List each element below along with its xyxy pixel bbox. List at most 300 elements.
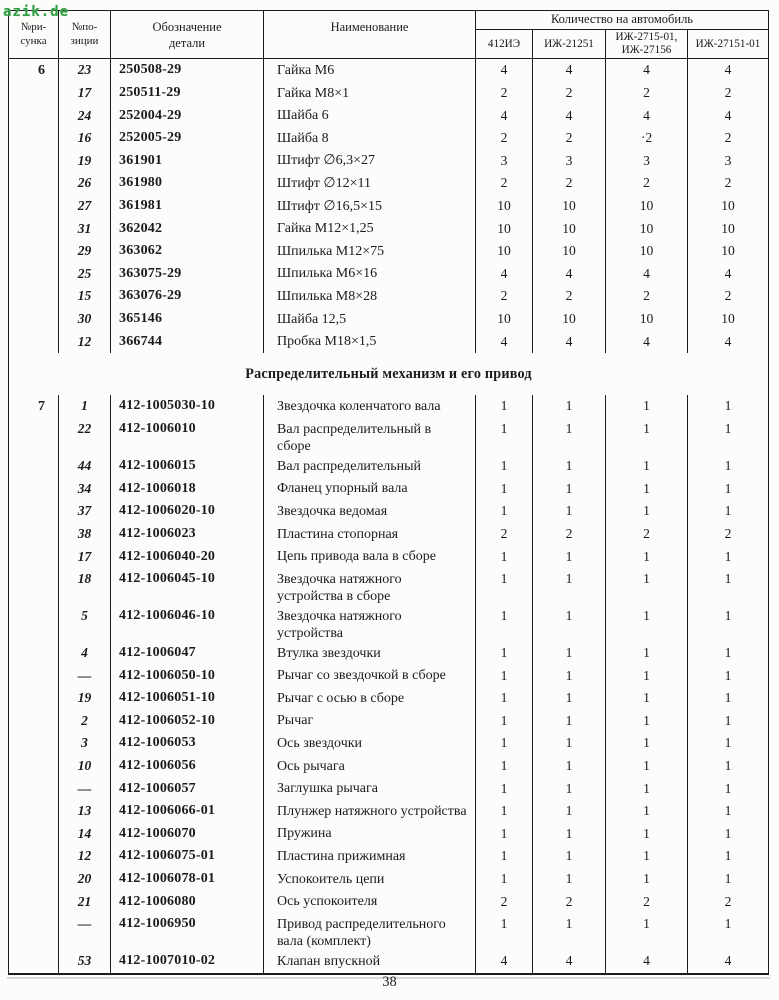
part-number-cell: 412-1006015 xyxy=(111,455,264,478)
fig-number-cell xyxy=(9,285,59,308)
qty-cell: 1 xyxy=(724,690,732,706)
part-name-cell: Рычаг со звездочкой в сборе xyxy=(264,665,476,688)
qty-cell: 2 xyxy=(724,525,732,541)
part-name-cell: Вал распределительный в сборе xyxy=(264,418,476,455)
qty-cell: 2 xyxy=(724,288,732,304)
part-name-cell: Цепь привода вала в сборе xyxy=(264,546,476,569)
qty-cell: 3 xyxy=(533,150,606,173)
part-name-cell: Шайба 6 xyxy=(264,105,476,128)
qty-cell: 2 xyxy=(606,82,688,105)
position-cell: 13 xyxy=(59,800,111,823)
table-row xyxy=(9,913,768,950)
table-row xyxy=(9,127,768,150)
part-name-cell: Пластина прижимная xyxy=(264,845,476,868)
part-number-cell: 412-1006045-10 xyxy=(111,568,264,605)
header-qty-group xyxy=(476,11,768,58)
fig-number-cell xyxy=(9,523,59,546)
part-name-cell: Звездочка натяжного устройства xyxy=(264,605,476,642)
fig-number-cell xyxy=(9,823,59,846)
qty-cell: 1 xyxy=(724,458,732,474)
qty-cell: 4 xyxy=(724,265,732,281)
table-row xyxy=(9,82,768,105)
part-number-cell: 412-1006050-10 xyxy=(111,665,264,688)
table-row xyxy=(9,500,768,523)
fig-number-cell xyxy=(9,500,59,523)
position-cell: 10 xyxy=(59,755,111,778)
section-title: Распределительный механизм и его привод xyxy=(245,365,532,382)
header-part-designation: Обозначение детали xyxy=(111,11,264,58)
qty-cell: 2 xyxy=(476,172,533,195)
header-qty-subcolumns xyxy=(476,30,768,58)
qty-cell: 4 xyxy=(606,263,688,286)
qty-cell: 1 xyxy=(724,421,732,437)
qty-cell: 1 xyxy=(533,913,606,950)
part-name-cell: Шайба 12,5 xyxy=(264,308,476,331)
qty-cell: 1 xyxy=(476,395,533,418)
position-cell: 16 xyxy=(59,127,111,150)
header-fig-number: №ри- сунка xyxy=(9,11,59,58)
qty-cell: 1 xyxy=(476,665,533,688)
header-pos-number: №по- зиции xyxy=(59,11,111,58)
part-name-cell: Втулка звездочки xyxy=(264,642,476,665)
position-cell: — xyxy=(59,778,111,801)
part-name-cell: Гайка М8×1 xyxy=(264,82,476,105)
qty-cell: 10 xyxy=(606,195,688,218)
qty-cell: 1 xyxy=(606,418,688,455)
qty-cell: 10 xyxy=(476,240,533,263)
fig-number-cell xyxy=(9,195,59,218)
position-cell: 44 xyxy=(59,455,111,478)
part-name-cell: Ось звездочки xyxy=(264,732,476,755)
part-number-cell: 412-1006057 xyxy=(111,778,264,801)
table-row xyxy=(9,150,768,173)
qty-cell: 10 xyxy=(721,243,735,259)
qty-cell: 1 xyxy=(606,687,688,710)
qty-cell: 4 xyxy=(724,107,732,123)
table-row xyxy=(9,710,768,733)
qty-cell: 10 xyxy=(721,220,735,236)
qty-cell: 1 xyxy=(606,500,688,523)
qty-cell: 4 xyxy=(533,59,606,82)
qty-cell: 10 xyxy=(721,197,735,213)
fig-number-cell xyxy=(9,950,59,973)
part-number-cell: 412-1006056 xyxy=(111,755,264,778)
qty-cell: 10 xyxy=(721,310,735,326)
qty-cell: 4 xyxy=(476,105,533,128)
qty-cell: 1 xyxy=(533,845,606,868)
qty-cell: 1 xyxy=(533,755,606,778)
qty-cell: 1 xyxy=(476,500,533,523)
part-name-cell: Шпилька М6×16 xyxy=(264,263,476,286)
part-name-cell: Шпилька М8×28 xyxy=(264,285,476,308)
qty-cell: 1 xyxy=(533,546,606,569)
part-name-cell: Звездочка ведомая xyxy=(264,500,476,523)
table-row xyxy=(9,195,768,218)
part-number-cell: 412-1007010-02 xyxy=(111,950,264,973)
table-row xyxy=(9,59,768,82)
position-cell: 20 xyxy=(59,868,111,891)
qty-cell: 1 xyxy=(606,710,688,733)
table-row xyxy=(9,568,768,605)
qty-cell: 1 xyxy=(476,800,533,823)
qty-cell: 1 xyxy=(724,548,732,564)
table-row xyxy=(9,845,768,868)
position-cell: 5 xyxy=(59,605,111,642)
qty-cell: 1 xyxy=(724,916,732,932)
part-number-cell: 412-1006051-10 xyxy=(111,687,264,710)
part-name-cell: Ось рычага xyxy=(264,755,476,778)
part-name-cell: Вал распределительный xyxy=(264,455,476,478)
table-row xyxy=(9,642,768,665)
position-cell: 17 xyxy=(59,546,111,569)
qty-cell: 1 xyxy=(606,868,688,891)
position-cell: 53 xyxy=(59,950,111,973)
qty-cell: 1 xyxy=(724,871,732,887)
header-part-name: Наименование xyxy=(264,11,476,58)
qty-cell: 10 xyxy=(476,195,533,218)
part-number-cell: 363062 xyxy=(111,240,264,263)
qty-cell: 1 xyxy=(606,800,688,823)
qty-cell: 1 xyxy=(533,687,606,710)
part-name-cell: Успокоитель цепи xyxy=(264,868,476,891)
qty-cell: 2 xyxy=(606,523,688,546)
table-row xyxy=(9,523,768,546)
header-qty-group-label: Количество на автомобиль xyxy=(476,11,768,30)
qty-cell: 2 xyxy=(476,891,533,914)
qty-cell: 2 xyxy=(476,523,533,546)
qty-cell: ·2 xyxy=(606,127,688,150)
position-cell: 23 xyxy=(59,59,111,82)
fig-number-cell xyxy=(9,105,59,128)
part-name-cell: Рычаг xyxy=(264,710,476,733)
fig-number-cell xyxy=(9,845,59,868)
qty-cell: 2 xyxy=(476,82,533,105)
fig-number-cell xyxy=(9,605,59,642)
part-name-cell: Заглушка рычага xyxy=(264,778,476,801)
qty-cell: 1 xyxy=(476,455,533,478)
qty-cell: 1 xyxy=(476,687,533,710)
header-qty-col-2: ИЖ-2715-01, ИЖ-27156 xyxy=(606,30,688,58)
qty-cell: 4 xyxy=(533,263,606,286)
qty-cell: 1 xyxy=(533,823,606,846)
qty-cell: 2 xyxy=(476,285,533,308)
part-name-cell: Шайба 8 xyxy=(264,127,476,150)
table-row xyxy=(9,687,768,710)
qty-cell: 1 xyxy=(476,868,533,891)
part-number-cell: 412-1006052-10 xyxy=(111,710,264,733)
position-cell: 26 xyxy=(59,172,111,195)
part-number-cell: 412-1006075-01 xyxy=(111,845,264,868)
part-name-cell: Пластина стопорная xyxy=(264,523,476,546)
qty-cell: 3 xyxy=(606,150,688,173)
part-name-cell: Рычаг с осью в сборе xyxy=(264,687,476,710)
qty-cell: 1 xyxy=(606,455,688,478)
position-cell: 29 xyxy=(59,240,111,263)
part-name-cell: Пробка М18×1,5 xyxy=(264,331,476,354)
position-cell: 14 xyxy=(59,823,111,846)
fig-number-cell xyxy=(9,418,59,455)
part-number-cell: 412-1006040-20 xyxy=(111,546,264,569)
fig-number-cell xyxy=(9,150,59,173)
qty-cell: 1 xyxy=(606,778,688,801)
qty-cell: 1 xyxy=(724,803,732,819)
table-header xyxy=(9,11,768,59)
position-cell: 2 xyxy=(59,710,111,733)
qty-cell: 1 xyxy=(606,732,688,755)
fig-number-cell xyxy=(9,710,59,733)
qty-cell: 1 xyxy=(476,605,533,642)
qty-cell: 1 xyxy=(724,780,732,796)
fig-number-cell: 7 xyxy=(9,395,59,418)
qty-cell: 1 xyxy=(724,825,732,841)
qty-cell: 1 xyxy=(476,755,533,778)
part-name-cell: Ось успокоителя xyxy=(264,891,476,914)
qty-cell: 2 xyxy=(533,523,606,546)
qty-cell: 2 xyxy=(533,172,606,195)
qty-cell: 1 xyxy=(476,418,533,455)
qty-cell: 1 xyxy=(724,480,732,496)
qty-cell: 1 xyxy=(533,478,606,501)
part-number-cell: 250508-29 xyxy=(111,59,264,82)
part-number-cell: 412-1005030-10 xyxy=(111,395,264,418)
qty-cell: 1 xyxy=(533,455,606,478)
fig-number-cell xyxy=(9,642,59,665)
fig-number-cell xyxy=(9,263,59,286)
qty-cell: 1 xyxy=(606,605,688,642)
qty-cell: 1 xyxy=(533,500,606,523)
qty-cell: 10 xyxy=(476,218,533,241)
position-cell: 4 xyxy=(59,642,111,665)
fig-number-cell xyxy=(9,331,59,354)
table-row xyxy=(9,308,768,331)
table-row xyxy=(9,172,768,195)
part-number-cell: 412-1006010 xyxy=(111,418,264,455)
qty-cell: 10 xyxy=(606,308,688,331)
fig-number-cell xyxy=(9,800,59,823)
qty-cell: 2 xyxy=(533,127,606,150)
qty-cell: 2 xyxy=(724,893,732,909)
position-cell: 27 xyxy=(59,195,111,218)
part-name-cell: Штифт ∅6,3×27 xyxy=(264,150,476,173)
qty-cell: 4 xyxy=(606,105,688,128)
table-row xyxy=(9,331,768,354)
qty-cell: 4 xyxy=(606,59,688,82)
part-number-cell: 412-1006070 xyxy=(111,823,264,846)
qty-cell: 1 xyxy=(476,845,533,868)
qty-cell: 1 xyxy=(533,800,606,823)
qty-cell: 1 xyxy=(533,868,606,891)
part-name-cell: Привод распределительного вала (комплект) xyxy=(264,913,476,950)
table-body xyxy=(9,59,768,973)
table-row xyxy=(9,755,768,778)
qty-cell: 1 xyxy=(533,605,606,642)
qty-cell: 1 xyxy=(724,398,732,414)
table-row xyxy=(9,732,768,755)
part-name-cell: Штифт ∅12×11 xyxy=(264,172,476,195)
qty-cell: 1 xyxy=(606,845,688,868)
qty-cell: 2 xyxy=(533,891,606,914)
table-row xyxy=(9,665,768,688)
qty-cell: 1 xyxy=(724,712,732,728)
position-cell: 1 xyxy=(59,395,111,418)
part-name-cell: Звездочка коленчатого вала xyxy=(264,395,476,418)
qty-cell: 4 xyxy=(606,950,688,973)
position-cell: 38 xyxy=(59,523,111,546)
table-row xyxy=(9,950,768,973)
position-cell: 19 xyxy=(59,687,111,710)
table-row xyxy=(9,868,768,891)
part-name-cell: Пружина xyxy=(264,823,476,846)
qty-cell: 2 xyxy=(724,85,732,100)
qty-cell: 1 xyxy=(533,732,606,755)
part-number-cell: 412-1006018 xyxy=(111,478,264,501)
part-number-cell: 252005-29 xyxy=(111,127,264,150)
qty-cell: 10 xyxy=(606,218,688,241)
fig-number-cell xyxy=(9,82,59,105)
qty-cell: 4 xyxy=(724,333,732,349)
table-row xyxy=(9,105,768,128)
qty-cell: 1 xyxy=(606,755,688,778)
table-row xyxy=(9,240,768,263)
part-name-cell: Звездочка натяжного устройства в сборе xyxy=(264,568,476,605)
part-name-cell: Гайка М6 xyxy=(264,59,476,82)
fig-number-cell xyxy=(9,868,59,891)
qty-cell: 1 xyxy=(533,395,606,418)
qty-cell: 10 xyxy=(533,218,606,241)
fig-number-cell xyxy=(9,127,59,150)
qty-cell: 2 xyxy=(476,127,533,150)
fig-number-cell: 6 xyxy=(9,59,59,82)
position-cell: 22 xyxy=(59,418,111,455)
part-number-cell: 412-1006046-10 xyxy=(111,605,264,642)
qty-cell: 1 xyxy=(533,665,606,688)
position-cell: 30 xyxy=(59,308,111,331)
table-row xyxy=(9,823,768,846)
part-number-cell: 361980 xyxy=(111,172,264,195)
fig-number-cell xyxy=(9,568,59,605)
part-name-cell: Клапан впускной xyxy=(264,950,476,973)
watermark-text: azik.de xyxy=(3,4,70,20)
position-cell: 3 xyxy=(59,732,111,755)
fig-number-cell xyxy=(9,732,59,755)
page-number: 38 xyxy=(382,974,397,990)
qty-cell: 2 xyxy=(533,285,606,308)
part-number-cell: 365146 xyxy=(111,308,264,331)
fig-number-cell xyxy=(9,478,59,501)
part-number-cell: 412-1006078-01 xyxy=(111,868,264,891)
qty-cell: 1 xyxy=(476,913,533,950)
header-qty-col-3: ИЖ-27151-01 xyxy=(695,37,761,50)
part-number-cell: 252004-29 xyxy=(111,105,264,128)
part-number-cell: 361901 xyxy=(111,150,264,173)
part-number-cell: 366744 xyxy=(111,331,264,354)
table-row xyxy=(9,605,768,642)
header-qty-col-1: ИЖ-21251 xyxy=(533,30,606,58)
qty-cell: 4 xyxy=(476,263,533,286)
qty-cell: 10 xyxy=(533,308,606,331)
table-row xyxy=(9,218,768,241)
part-number-cell: 362042 xyxy=(111,218,264,241)
table-row xyxy=(9,478,768,501)
position-cell: 12 xyxy=(59,845,111,868)
qty-cell: 10 xyxy=(533,240,606,263)
position-cell: 24 xyxy=(59,105,111,128)
qty-cell: 1 xyxy=(533,710,606,733)
qty-cell: 1 xyxy=(606,395,688,418)
position-cell: 12 xyxy=(59,331,111,354)
part-number-cell: 412-1006080 xyxy=(111,891,264,914)
qty-cell: 3 xyxy=(476,150,533,173)
qty-cell: 1 xyxy=(606,568,688,605)
qty-cell: 1 xyxy=(606,823,688,846)
fig-number-cell xyxy=(9,455,59,478)
parts-table xyxy=(8,10,769,975)
fig-number-cell xyxy=(9,891,59,914)
qty-cell: 10 xyxy=(476,308,533,331)
part-number-cell: 361981 xyxy=(111,195,264,218)
fig-number-cell xyxy=(9,172,59,195)
table-row xyxy=(9,455,768,478)
part-number-cell: 412-1006020-10 xyxy=(111,500,264,523)
qty-cell: 1 xyxy=(476,478,533,501)
qty-cell: 2 xyxy=(533,82,606,105)
section-rows xyxy=(9,395,768,973)
fig-number-cell xyxy=(9,240,59,263)
qty-cell: 1 xyxy=(476,546,533,569)
fig-number-cell xyxy=(9,778,59,801)
table-row xyxy=(9,891,768,914)
fig-number-cell xyxy=(9,913,59,950)
qty-cell: 1 xyxy=(476,823,533,846)
qty-cell: 1 xyxy=(606,478,688,501)
part-name-cell: Шпилька М12×75 xyxy=(264,240,476,263)
qty-cell: 1 xyxy=(724,503,732,519)
qty-cell: 1 xyxy=(724,848,732,864)
table-row xyxy=(9,395,768,418)
qty-cell: 2 xyxy=(606,172,688,195)
qty-cell: 1 xyxy=(476,710,533,733)
position-cell: 18 xyxy=(59,568,111,605)
qty-cell: 1 xyxy=(724,758,732,774)
part-number-cell: 412-1006053 xyxy=(111,732,264,755)
position-cell: — xyxy=(59,913,111,950)
table-row xyxy=(9,800,768,823)
qty-cell: 3 xyxy=(724,152,732,168)
qty-cell: 4 xyxy=(476,59,533,82)
qty-cell: 2 xyxy=(606,891,688,914)
qty-cell: 2 xyxy=(724,175,732,191)
part-name-cell: Плунжер натяжного устройства xyxy=(264,800,476,823)
position-cell: 21 xyxy=(59,891,111,914)
qty-cell: 4 xyxy=(476,950,533,973)
section-rows xyxy=(9,59,768,353)
part-number-cell: 363076-29 xyxy=(111,285,264,308)
qty-cell: 4 xyxy=(606,331,688,354)
qty-cell: 1 xyxy=(476,732,533,755)
qty-cell: 2 xyxy=(724,130,732,146)
position-cell: 25 xyxy=(59,263,111,286)
part-number-cell: 412-1006047 xyxy=(111,642,264,665)
part-number-cell: 250511-29 xyxy=(111,82,264,105)
position-cell: 34 xyxy=(59,478,111,501)
qty-cell: 1 xyxy=(606,546,688,569)
position-cell: — xyxy=(59,665,111,688)
part-name-cell: Фланец упорный вала xyxy=(264,478,476,501)
qty-cell: 4 xyxy=(533,331,606,354)
qty-cell: 1 xyxy=(724,571,732,587)
qty-cell: 1 xyxy=(724,645,732,661)
part-number-cell: 363075-29 xyxy=(111,263,264,286)
